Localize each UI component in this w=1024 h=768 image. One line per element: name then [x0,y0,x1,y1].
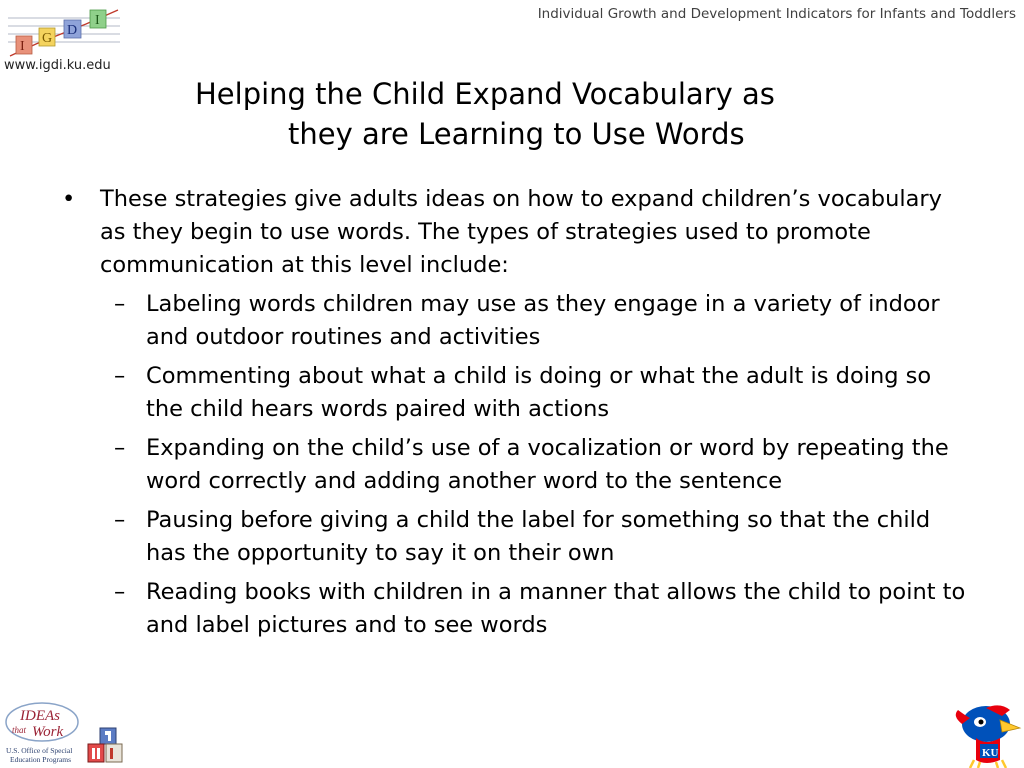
dash-mark: – [114,435,126,461]
igdi-logo [6,4,122,62]
sub-bullet-list [62,288,972,642]
igdi-url-link[interactable]: www.igdi.ku.edu [4,58,111,73]
slide-title-line-2: they are Learning to Use Words [288,117,745,151]
sub-bullet-text: Labeling words children may use as they engage in a variety of indoor and outdoor routines and activities [146,291,940,350]
ku-jayhawk-logo [950,702,1022,768]
sub-bullet-item [62,360,972,426]
ideas-logo-caption-1: U.S. Office of Special [6,746,73,755]
dash-mark: – [114,363,126,389]
logo-letter-g: G [42,31,53,46]
ideas-logo-word-2: that [12,725,27,735]
sub-bullet-text: Commenting about what a child is doing or what the adult is doing so the child hears words paired with actions [146,363,932,422]
dash-mark: – [114,507,126,533]
sub-bullet-item [62,288,972,354]
slide-title-line-1: Helping the Child Expand Vocabulary as [195,77,775,111]
logo-letter-i1: I [20,39,25,54]
main-bullet [62,183,972,282]
header-program-title: Individual Growth and Development Indicators for Infants and Toddlers [537,6,1016,22]
main-bullet-text: These strategies give adults ideas on how to expand children’s vocabulary as they begin to use words. The types of strategies used to promote communication at this level include: [100,186,942,278]
ideas-logo-caption-2: Education Programs [10,755,72,764]
dash-mark: – [114,579,126,605]
ideas-that-work-logo [2,700,132,768]
sub-bullet-item [62,504,972,570]
logo-letter-d: D [67,23,78,38]
sub-bullet-text: Pausing before giving a child the label for something so that the child has the opportunity to say it on their own [146,507,931,566]
ku-letters: KU [982,747,999,759]
logo-letter-i2: I [95,13,100,28]
slide-content [62,183,972,648]
building-blocks-icon [88,728,122,762]
ideas-logo-word-3: Work [32,724,64,740]
sub-bullet-item [62,576,972,642]
dash-mark: – [114,291,126,317]
sub-bullet-item [62,432,972,498]
slide-title [120,74,910,154]
sub-bullet-text: Reading books with children in a manner that allows the child to point to and label pictures and to see words [146,579,966,638]
ideas-logo-word-1: IDEAs [20,708,60,724]
sub-bullet-text: Expanding on the child’s use of a vocalization or word by repeating the word correctly and adding another word to the sentence [146,435,949,494]
bullet-mark: • [62,186,76,212]
